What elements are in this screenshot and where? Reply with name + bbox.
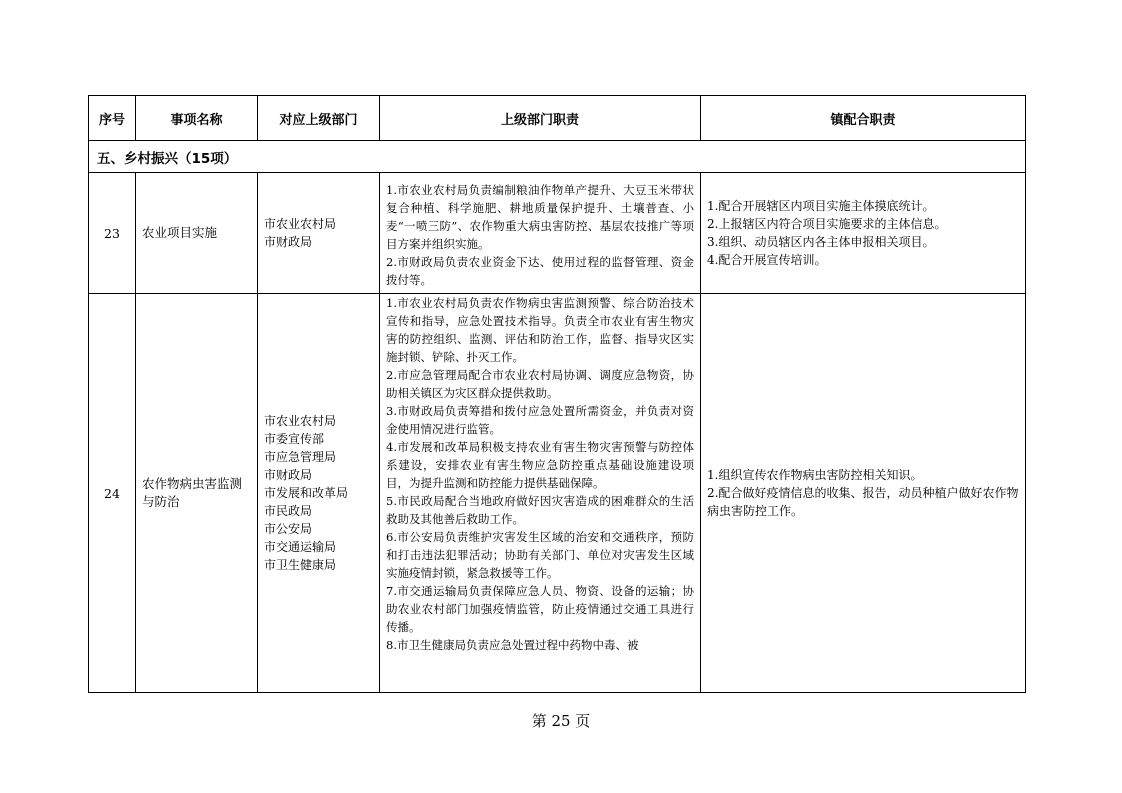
dept-item: 市卫生健康局 xyxy=(264,558,337,572)
dept-item: 市公安局 xyxy=(264,522,313,536)
dept-list xyxy=(258,173,380,294)
duty-item: 1.市农业农村局负责编制粮油作物单产提升、大豆玉米带状复合种植、科学施肥、耕地质量保护提升、土壤普查、小麦“一喷三防”、农作物重大病虫害防控、基层农技推广等项目方案并组织实施。 xyxy=(386,182,694,251)
duty-item: 4.市发展和改革局积极支持农业有害生物灾害预警与防控体系建设，安排农业有害生物应急防控重点基础设施建设项目，为提升监测和防控能力提供基础保障。 xyxy=(386,440,694,490)
duty-item: 2.市应急管理局配合市农业农村局协调、调度应急物资，协助相关镇区为灾区群众提供救助。 xyxy=(386,368,694,400)
town-duties xyxy=(701,173,1026,294)
row-number: 23 xyxy=(89,173,136,294)
duty-item: 8.市卫生健康局负责应急处置过程中药物中毒、被 xyxy=(386,638,639,652)
dept-item: 市农业农村局 xyxy=(264,217,337,231)
header-dept-duty: 上级部门职责 xyxy=(380,96,701,141)
header-item-name: 事项名称 xyxy=(136,96,258,141)
town-duty-item: 3.组织、动员辖区内各主体申报相关项目。 xyxy=(707,235,935,249)
dept-item: 市发展和改革局 xyxy=(264,486,349,500)
header-serial: 序号 xyxy=(89,96,136,141)
dept-item: 市农业农村局 xyxy=(264,414,337,428)
duty-item: 2.市财政局负责农业资金下达、使用过程的监督管理、资金拨付等。 xyxy=(386,254,694,287)
town-duties xyxy=(701,294,1026,693)
town-duty-item: 2.上报辖区内符合项目实施要求的主体信息。 xyxy=(707,217,947,231)
header-town-duty: 镇配合职责 xyxy=(701,96,1026,141)
town-duty-item: 4.配合开展宣传培训。 xyxy=(707,253,827,267)
town-duty-item: 2.配合做好疫情信息的收集、报告，动员种植户做好农作物病虫害防控工作。 xyxy=(707,486,1019,518)
town-duty-item: 1.配合开展辖区内项目实施主体摸底统计。 xyxy=(707,199,935,213)
responsibility-table xyxy=(88,95,1026,693)
dept-item: 市交通运输局 xyxy=(264,540,337,554)
duty-item: 7.市交通运输局负责保障应急人员、物资、设备的运输；协助农业农村部门加强疫情监管，防止疫情通过交通工具进行传播。 xyxy=(386,584,694,634)
dept-duties xyxy=(380,294,701,693)
table-row xyxy=(89,173,1026,294)
dept-item: 市财政局 xyxy=(264,235,313,249)
item-name: 农业项目实施 xyxy=(136,173,258,294)
dept-item: 市应急管理局 xyxy=(264,450,337,464)
duty-item: 6.市公安局负责维护灾害发生区域的治安和交通秩序，预防和打击违法犯罪活动；协助有关部门、单位对灾害发生区域实施疫情封锁，紧急救援等工作。 xyxy=(386,530,694,580)
section-row xyxy=(89,141,1026,173)
dept-list xyxy=(258,294,380,693)
table-header-row xyxy=(89,96,1026,141)
section-title: 五、乡村振兴（15项） xyxy=(89,141,1026,173)
dept-duties xyxy=(380,173,701,294)
header-dept: 对应上级部门 xyxy=(258,96,380,141)
dept-item: 市委宣传部 xyxy=(264,432,325,446)
duty-item: 1.市农业农村局负责农作物病虫害监测预警、综合防治技术宣传和指导，应急处置技术指导。负责全市农业有害生物灾害的防控组织、监测、评估和防治工作，监督、指导灾区实施封锁、铲除、扑灭工作。 xyxy=(386,296,694,364)
table-row xyxy=(89,294,1026,693)
dept-item: 市民政局 xyxy=(264,504,313,518)
dept-duties-clip xyxy=(386,294,694,691)
duty-item: 5.市民政局配合当地政府做好因灾害造成的困难群众的生活救助及其他善后救助工作。 xyxy=(386,494,694,526)
town-duty-item: 1.组织宣传农作物病虫害防控相关知识。 xyxy=(707,468,923,482)
duty-item: 3.市财政局负责筹措和拨付应急处置所需资金，并负责对资金使用情况进行监管。 xyxy=(386,404,694,436)
dept-item: 市财政局 xyxy=(264,468,313,482)
row-number: 24 xyxy=(89,294,136,693)
item-name: 农作物病虫害监测与防治 xyxy=(136,294,258,693)
page-number: 第 25 页 xyxy=(531,712,591,730)
